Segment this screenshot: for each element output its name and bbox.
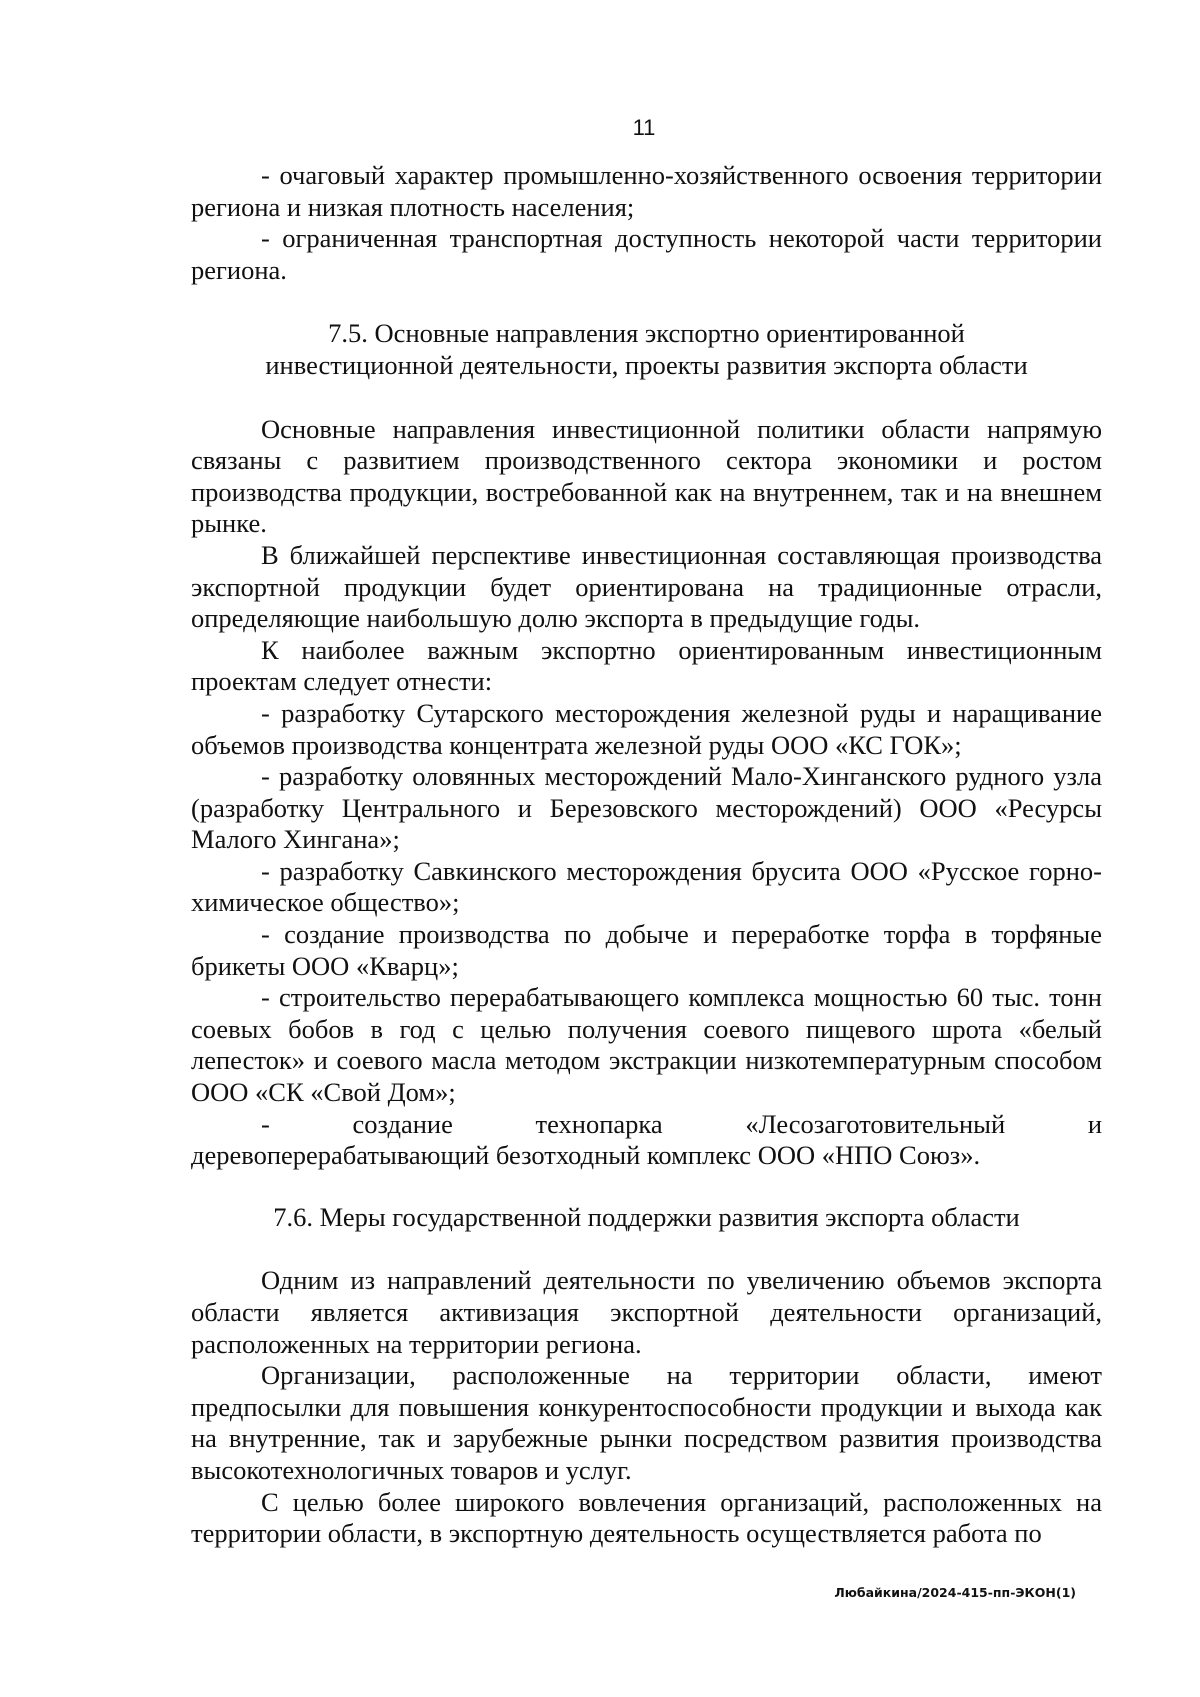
project-item: - создание технопарка «Лесозаготовительный и деревоперерабатывающий безотходный комплекс ООО «НПО Союз». [191, 1108, 1102, 1171]
paragraph: Организации, расположенные на территории области, имеют предпосылки для повышения конкурентоспособности продукции и выхода как на внутренние, так и зарубежные рынки посредством развития производства высокотехнологичных товаров и услуг. [191, 1360, 1102, 1485]
document-code: Любайкина/2024-415-пп-ЭКОН(1) [834, 1585, 1076, 1600]
paragraph: В ближайшей перспективе инвестиционная составляющая производства экспортной продукции будет ориентирована на традиционные отрасли, определяющие наибольшую долю экспорта в предыдущие годы. [191, 539, 1102, 634]
list-item: - очаговый характер промышленно-хозяйственного освоения территории региона и низкая плотность населения; [191, 160, 1102, 222]
project-item: - строительство перерабатывающего комплекса мощностью 60 тыс. тонн соевых бобов в год с целью получения соевого пищевого шрота «белый лепесток» и соевого масла методом экстракции низкотемпературным способом ООО «СК «Свой Дом»; [191, 982, 1102, 1108]
list-item: - ограниченная транспортная доступность некоторой части территории региона. [191, 223, 1102, 285]
page-number: 11 [632, 115, 656, 140]
paragraph: С целью более широкого вовлечения организаций, расположенных на территории области, в экспортную деятельность осуществляется работа по [191, 1486, 1102, 1549]
paragraph: Основные направления инвестиционной политики области напрямую связаны с развитием производственного сектора экономики и ростом производства продукции, востребованной как на внутреннем, так и на внешнем рынке. [191, 413, 1102, 539]
project-item: - разработку Савкинского месторождения брусита ООО «Русское горно-химическое общество»; [191, 855, 1102, 918]
project-item: - разработку Сутарского месторождения железной руды и наращивание объемов производства концентрата железной руды ООО «КС ГОК»; [191, 697, 1102, 760]
section-7-6-title: 7.6. Меры государственной поддержки развития экспорта области [273, 1201, 1020, 1232]
paragraph: К наиболее важным экспортно ориентированным инвестиционным проектам следует отнести: [191, 634, 1102, 697]
project-item: - разработку оловянных месторождений Мало-Хинганского рудного узла (разработку Центрального и Березовского месторождений) ООО «Ресурсы Малого Хингана»; [191, 761, 1102, 855]
page-content [191, 160, 1102, 1550]
project-item: - создание производства по добыче и переработке торфа в торфяные брикеты ООО «Кварц»; [191, 919, 1102, 981]
section-7-5-title-line-1: 7.5. Основные направления экспортно ориентированной [328, 318, 965, 349]
section-7-5-title-line-2: инвестиционной деятельности, проекты развития экспорта области [265, 349, 1028, 380]
paragraph: Одним из направлений деятельности по увеличению объемов экспорта области является активизация экспортной деятельности организаций, расположенных на территории региона. [191, 1265, 1102, 1359]
